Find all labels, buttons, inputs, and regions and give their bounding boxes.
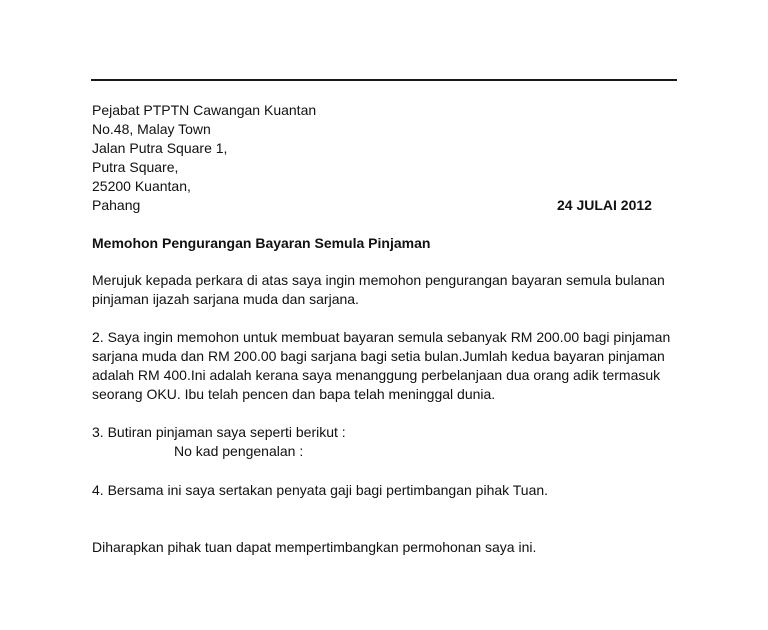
paragraph-line: 2. Saya ingin memohon untuk membuat bayaran semula sebanyak RM 200.00 bagi pinjaman bbox=[92, 329, 671, 345]
letter-subject: Memohon Pengurangan Bayaran Semula Pinjaman bbox=[92, 235, 431, 251]
recipient-address bbox=[92, 101, 316, 215]
address-line: Putra Square, bbox=[92, 159, 179, 175]
address-line: 25200 Kuantan, bbox=[92, 178, 191, 194]
letter-date: 24 JULAI 2012 bbox=[557, 197, 652, 213]
paragraph-repayment bbox=[92, 328, 670, 404]
address-line: Pahang bbox=[92, 197, 141, 213]
paragraph-line: Merujuk kepada perkara di atas saya ingin memohon pengurangan bayaran semula bulanan bbox=[92, 272, 665, 288]
address-line: Pejabat PTPTN Cawangan Kuantan bbox=[92, 102, 317, 118]
paragraph-line: sarjana muda dan RM 200.00 bagi sarjana bagi setia bulan.Jumlah kedua bayaran pinjaman bbox=[92, 348, 665, 364]
header-divider bbox=[91, 79, 677, 81]
closing-statement: Diharapkan pihak tuan dapat mempertimbangkan permohonan saya ini. bbox=[92, 539, 537, 555]
paragraph-line: adalah RM 400.Ini adalah kerana saya menanggung perbelanjaan dua orang adik termasuk bbox=[92, 367, 661, 383]
address-line: No.48, Malay Town bbox=[92, 121, 211, 137]
paragraph-loan-details bbox=[92, 423, 346, 461]
paragraph-attachment: 4. Bersama ini saya sertakan penyata gaji bagi pertimbangan pihak Tuan. bbox=[92, 482, 549, 498]
paragraph-intro bbox=[92, 271, 665, 309]
paragraph-line: 3. Butiran pinjaman saya seperti berikut : bbox=[92, 424, 346, 440]
address-line: Jalan Putra Square 1, bbox=[92, 140, 228, 156]
paragraph-line: pinjaman ijazah sarjana muda dan sarjana. bbox=[92, 291, 359, 307]
paragraph-line: seorang OKU. Ibu telah pencen dan bapa telah meninggal dunia. bbox=[92, 386, 496, 402]
ic-number-label: No kad pengenalan : bbox=[174, 443, 304, 459]
